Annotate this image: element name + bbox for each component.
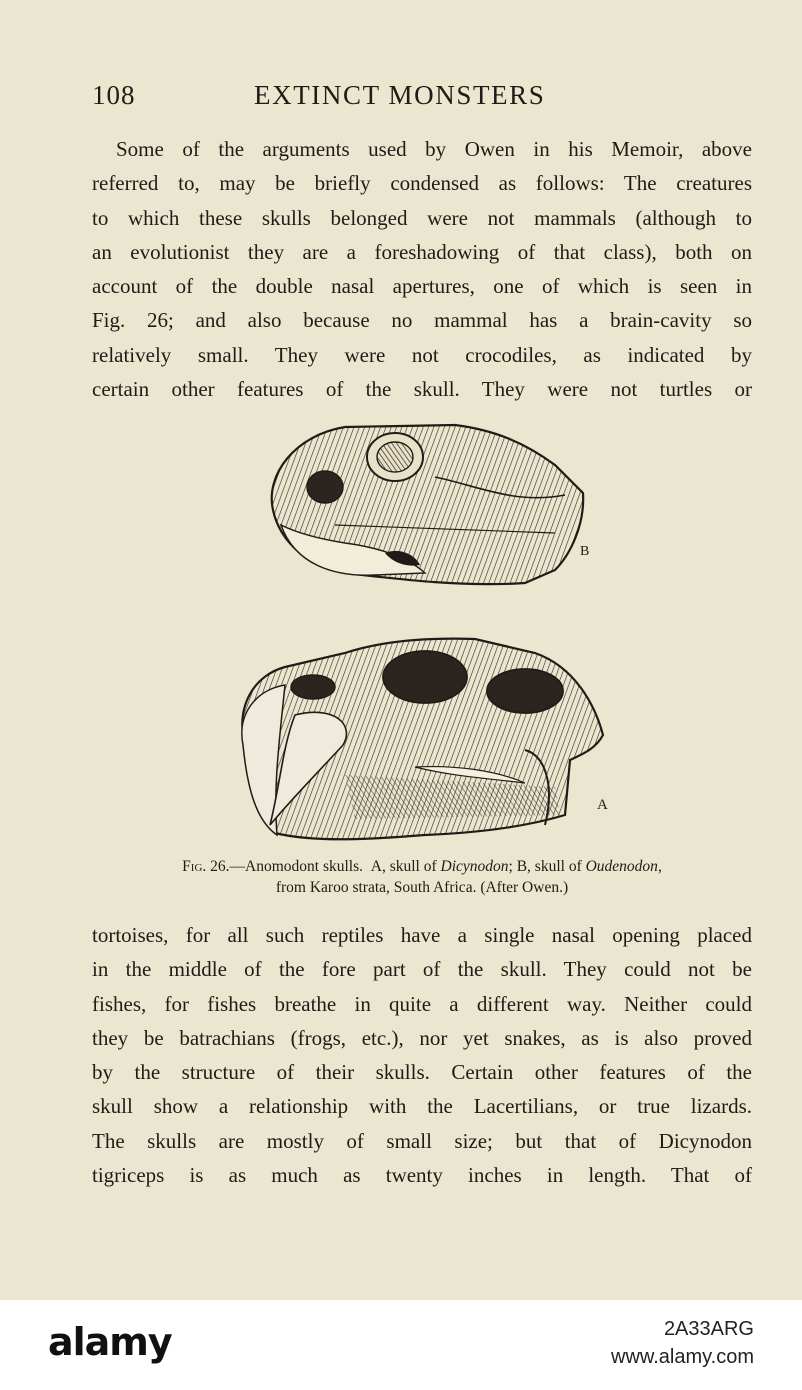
text-line: Fig. 26; and also because no mammal has a brain-cavity so (92, 308, 752, 333)
running-title: EXTINCT MONSTERS (254, 80, 546, 110)
stock-footer (0, 1300, 802, 1390)
text-line: relatively small. They were not crocodiles, as indicated by (92, 342, 752, 367)
skull-engravings (225, 415, 625, 853)
text-line: they be batrachians (frogs, etc.), nor yet snakes, as is also proved (92, 1025, 752, 1050)
figure-26 (225, 415, 625, 853)
text-line: to which these skulls belonged were not mammals (although to (92, 205, 752, 230)
text-line: by the structure of their skulls. Certain other features of the (92, 1060, 752, 1085)
figure-label-a: A (597, 797, 608, 813)
caption-fig-number: Fig. 26. (182, 858, 230, 875)
text-line: tigriceps is as much as twenty inches in length. That of (92, 1163, 752, 1188)
image-id: 2A33ARG (663, 1318, 754, 1340)
paragraph-2 (92, 918, 752, 1192)
caption-a-prefix: A, skull of (370, 858, 441, 875)
figure-caption (92, 856, 752, 898)
text-line: in the middle of the fore part of the skull. They could not be (92, 957, 752, 982)
text-line: account of the double nasal apertures, one of which is seen in (92, 274, 752, 299)
text-line: certain other features of the skull. They were not turtles or (92, 377, 752, 402)
text-line: Some of the arguments used by Owen in his Memoir, above (116, 137, 752, 161)
text-line: The skulls are mostly of small size; but that of Dicynodon (92, 1128, 752, 1153)
text-line: skull show a relationship with the Lacertilians, or true lizards. (92, 1094, 752, 1119)
text-line: tortoises, for all such reptiles have a single nasal opening placed (92, 923, 752, 947)
caption-b-prefix: ; B, skull of (508, 858, 586, 875)
skull-b (272, 425, 583, 584)
page-header (92, 80, 752, 120)
caption-line-1: Fig. 26.—Anomodont skulls. A, skull of Dicynodon; B, skull of Oudenodon, (182, 858, 662, 875)
caption-a-name: Dicynodon (440, 858, 509, 875)
text-line: referred to, may be briefly condensed as follows: The creatures (92, 171, 752, 196)
caption-line-2: from Karoo strata, South Africa. (After Owen.) (275, 879, 569, 896)
caption-b-name: Oudenodon (585, 858, 658, 875)
paragraph-1 (92, 132, 752, 406)
text-line: an evolutionist they are a foreshadowing of that class), both on (92, 239, 752, 264)
figure-label-b: B (580, 544, 590, 559)
alamy-logo: alamy (48, 1320, 172, 1364)
site-url: www.alamy.com (611, 1346, 754, 1368)
caption-title: —Anomodont skulls. (229, 858, 364, 875)
page-number: 108 (92, 80, 136, 110)
text-line: fishes, for fishes breathe in quite a different way. Neither could (92, 991, 752, 1016)
skull-a (242, 639, 603, 840)
